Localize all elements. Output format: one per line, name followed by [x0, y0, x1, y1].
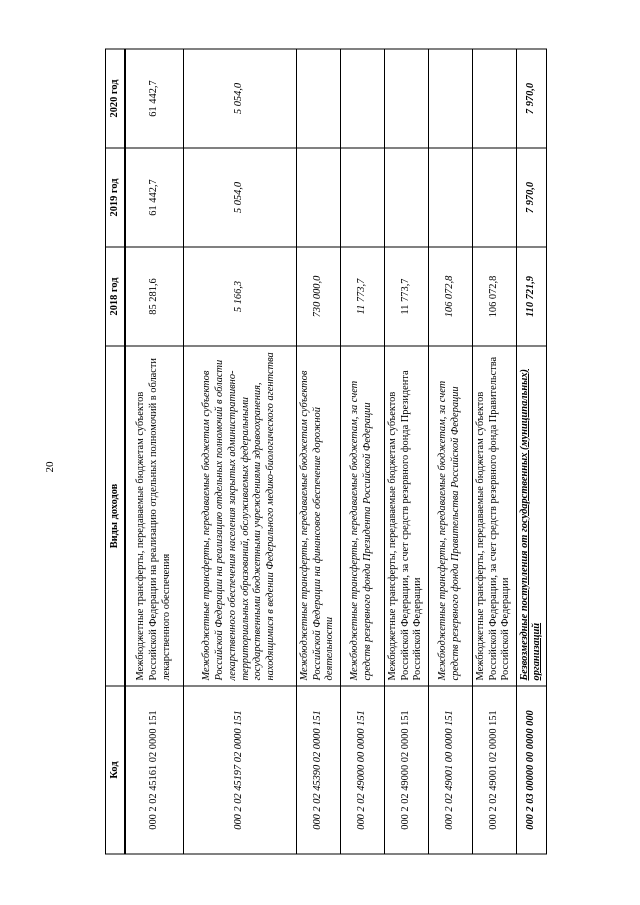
row-2019-cell [472, 148, 516, 247]
row-code-cell: 000 2 02 45197 02 0000 151 [183, 686, 296, 854]
row-name-cell: Межбюджетные трансферты, передаваемые бюджетам субъектов Российской Федерации, за счет средств резервного фонда Президента Российской Федерации [384, 346, 428, 686]
row-2018-cell: 730 000,0 [296, 247, 340, 346]
row-name-cell: Межбюджетные трансферты, передаваемые бюджетам, за счет средств резервного фонда Правительства Российской Федерации [428, 346, 472, 686]
row-name-cell: Межбюджетные трансферты, передаваемые бюджетам субъектов Российской Федерации на реализацию отдельных полномочий в области лекарственного обеспечения [125, 346, 183, 686]
table-body [125, 49, 546, 854]
row-name-cell: Межбюджетные трансферты, передаваемые бюджетам субъектов Российской Федерации, за счет средств резервного фонда Правительства Российской Федерации [472, 346, 516, 686]
row-2020-cell [428, 49, 472, 148]
row-2018-cell: 5 166,3 [183, 247, 296, 346]
row-name-cell: Межбюджетные трансферты, передаваемые бюджетам, за счет средств резервного фонда Президента Российской Федерации [340, 346, 384, 686]
row-2019-cell: 61 442,7 [125, 148, 183, 247]
table-row [384, 49, 428, 854]
table-row [340, 49, 384, 854]
row-code-cell: 000 2 02 49000 02 0000 151 [384, 686, 428, 854]
row-2018-cell: 106 072,8 [472, 247, 516, 346]
row-code-cell: 000 2 02 49000 00 0000 151 [340, 686, 384, 854]
row-2019-cell [428, 148, 472, 247]
row-name-cell: Безвозмездные поступления от государственных (муниципальных) организаций [516, 346, 546, 686]
row-2019-cell: 5 054,0 [183, 148, 296, 247]
table-row [516, 49, 546, 854]
table-row [296, 49, 340, 854]
rotated-table-container [105, 50, 543, 855]
row-2018-cell: 85 281,6 [125, 247, 183, 346]
table-row [472, 49, 516, 854]
row-2020-cell [472, 49, 516, 148]
revenue-table [105, 49, 547, 855]
table-row [428, 49, 472, 854]
row-2019-cell [384, 148, 428, 247]
row-name-cell: Межбюджетные трансферты, передаваемые бюджетам субъектов Российской Федерации на финансовое обеспечение дорожной деятельности [296, 346, 340, 686]
row-2020-cell: 61 442,7 [125, 49, 183, 148]
page-number: 20 [44, 461, 56, 473]
row-2020-cell [296, 49, 340, 148]
row-2018-cell: 11 773,7 [340, 247, 384, 346]
row-2020-cell: 5 054,0 [183, 49, 296, 148]
row-2019-cell: 7 970,0 [516, 148, 546, 247]
row-code-cell: 000 2 02 45161 02 0000 151 [125, 686, 183, 854]
table-row [125, 49, 183, 854]
row-2019-cell [296, 148, 340, 247]
row-2020-cell [384, 49, 428, 148]
header-2019: 2019 год [106, 148, 126, 247]
row-2019-cell [340, 148, 384, 247]
table-header-row [106, 49, 126, 854]
table-row [183, 49, 296, 854]
row-code-cell: 000 2 02 49001 00 0000 151 [428, 686, 472, 854]
row-code-cell: 000 2 02 49001 02 0000 151 [472, 686, 516, 854]
row-code-cell: 000 2 03 00000 00 0000 000 [516, 686, 546, 854]
row-name-cell: Межбюджетные трансферты, передаваемые бюджетам субъектов Российской Федерации на реализацию отдельных полномочий в области лекарственного обеспечения населения закрытых административно-территориальных образований, обслуживаемых федеральными государственными бюджетными учреждениями здравоохранения, находящимися в ведении Федерального медико-биологического агентства [183, 346, 296, 686]
row-2020-cell: 7 970,0 [516, 49, 546, 148]
row-code-cell: 000 2 02 45390 02 0000 151 [296, 686, 340, 854]
row-2018-cell: 11 773,7 [384, 247, 428, 346]
header-name: Виды доходов [106, 346, 126, 686]
row-2018-cell: 106 072,8 [428, 247, 472, 346]
row-2020-cell [340, 49, 384, 148]
header-2018: 2018 год [106, 247, 126, 346]
header-code: Код [106, 686, 126, 854]
row-2018-cell: 110 721,9 [516, 247, 546, 346]
header-2020: 2020 год [106, 49, 126, 148]
